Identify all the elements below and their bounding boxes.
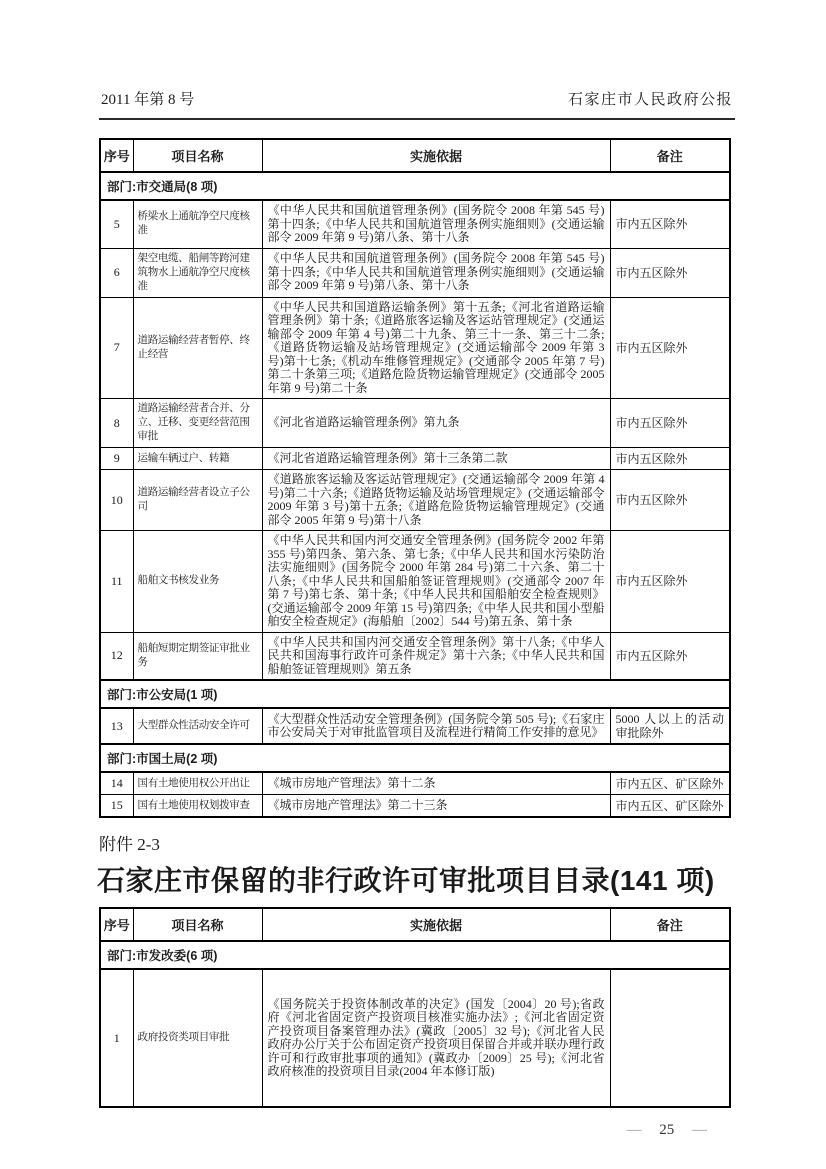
project-name: 道路运输经营者暂停、终止经营: [133, 297, 262, 399]
department-section-label: 部门:市交通局(8 项): [100, 172, 730, 200]
table-row: [100, 969, 730, 1107]
implementation-basis: 《城市房地产管理法》第十二条: [262, 772, 610, 795]
department-section-row: [100, 680, 730, 708]
remark: 市内五区除外: [610, 200, 730, 248]
implementation-basis: 《大型群众性活动安全管理条例》(国务院令第 505 号);《石家庄市公安局关于对审批监管项目及流程进行精简工作安排的意见》: [262, 708, 610, 744]
project-name: 船舶短期定期签证审批业务: [133, 632, 262, 680]
implementation-basis: 《国务院关于投资体制改革的决定》(国发〔2004〕20 号);省政府《河北省固定资产投资项目核准实施办法》;《河北省固定资产投资项目备案管理办法》(冀政〔2005〕32 号);《河北省人民政府办公厅关于公布固定资产投资项目保留合并或并联办理行政许可和行政审批事项的通知》(冀政办〔2009〕25 号);《河北省政府核准的投资项目目录(2004 年本修订版): [262, 969, 610, 1107]
remark: 市内五区、矿区除外: [610, 795, 730, 818]
row-number: 12: [100, 632, 133, 680]
project-name: 桥梁水上通航净空尺度核准: [133, 200, 262, 248]
row-number: 8: [100, 399, 133, 448]
row-number: 10: [100, 470, 133, 531]
row-number: 13: [100, 708, 133, 744]
table2-header-row: [100, 908, 730, 941]
remark: 市内五区除外: [610, 248, 730, 297]
column-header-project-name: 项目名称: [133, 908, 262, 941]
project-name: 道路运输经营者合并、分立、迁移、变更经营范围审批: [133, 399, 262, 448]
row-number: 14: [100, 772, 133, 795]
document-title: 石家庄市保留的非行政许可审批项目目录(141 项): [97, 865, 715, 896]
column-header-no: 序号: [100, 139, 133, 172]
department-section-row: [100, 172, 730, 200]
approval-items-table-2: [99, 907, 731, 1108]
table2-body: [100, 941, 730, 1107]
table-row: [100, 772, 730, 795]
page-footer: [99, 1122, 735, 1139]
remark: 市内五区、矿区除外: [610, 772, 730, 795]
project-name: 国有土地使用权公开出让: [133, 772, 262, 795]
masthead: [99, 88, 735, 120]
row-number: 9: [100, 448, 133, 470]
table-row: [100, 399, 730, 448]
page-content: [99, 0, 735, 1139]
issue-number: 2011 年第 8 号: [101, 92, 195, 108]
row-number: 7: [100, 297, 133, 399]
implementation-basis: 《中华人民共和国航道管理条例》(国务院令 2008 年第 545 号)第十四条;《中华人民共和国航道管理条例实施细则》(交通运输部令 2009 年第 9 号)第八条、第十八条: [262, 248, 610, 297]
table1-header-row: [100, 139, 730, 172]
project-name: 国有土地使用权划拨审查: [133, 795, 262, 818]
project-name: 政府投资类项目审批: [133, 969, 262, 1107]
implementation-basis: 《河北省道路运输管理条例》第九条: [262, 399, 610, 448]
implementation-basis: 《道路旅客运输及客运站管理规定》(交通运输部令 2009 年第 4 号)第二十六条;《道路货物运输及站场管理规定》(交通运输部令 2009 年第 3 号)第十五条;《道路危险货物运输管理规定》(交通部令 2005 年第 9 号)第十八条: [262, 470, 610, 531]
implementation-basis: 《河北省道路运输管理条例》第十三条第二款: [262, 448, 610, 470]
department-section-row: [100, 744, 730, 772]
table-row: [100, 531, 730, 633]
remark: 市内五区除外: [610, 531, 730, 633]
project-name: 架空电缆、船闸等跨河建筑物水上通航净空尺度核准: [133, 248, 262, 297]
row-number: 11: [100, 531, 133, 633]
footer-dash-left: —: [626, 1122, 642, 1138]
implementation-basis: 《中华人民共和国道路运输条例》第十五条;《河北省道路运输管理条例》第十条;《道路旅客运输及客运站管理规定》(交通运输部令 2009 年第 4 号)第二十九条、第三十一条、第三十二条;《道路货物运输及站场管理规定》(交通运输部令 2009 年第 3 号)第十七条;《机动车维修管理规定》(交通部令 2005 年第 7 号)第二十条第三项;《道路危险货物运输管理规定》(交通部令 2005 年第 9 号)第二十条: [262, 297, 610, 399]
column-header-basis: 实施依据: [262, 908, 610, 941]
remark: 市内五区除外: [610, 632, 730, 680]
department-section-label: 部门:市发改委(6 项): [100, 941, 730, 969]
table-row: [100, 200, 730, 248]
implementation-basis: 《中华人民共和国航道管理条例》(国务院令 2008 年第 545 号)第十四条;《中华人民共和国航道管理条例实施细则》(交通运输部令 2009 年第 9 号)第八条、第十八条: [262, 200, 610, 248]
project-name: 船舶文书核发业务: [133, 531, 262, 633]
remark: 市内五区除外: [610, 297, 730, 399]
attachment-label: 附件 2-3: [99, 835, 160, 854]
gazette-name: 石家庄市人民政府公报: [567, 92, 733, 108]
department-section-label: 部门:市国土局(2 项): [100, 744, 730, 772]
project-name: 运输车辆过户、转籍: [133, 448, 262, 470]
table-row: [100, 795, 730, 818]
department-section-row: [100, 941, 730, 969]
row-number: 1: [100, 969, 133, 1107]
column-header-remark: 备注: [610, 139, 730, 172]
column-header-remark: 备注: [610, 908, 730, 941]
remark: 市内五区除外: [610, 470, 730, 531]
implementation-basis: 《中华人民共和国内河交通安全管理条例》(国务院令 2002 年第 355 号)第四条、第六条、第七条;《中华人民共和国水污染防治法实施细则》(国务院令 2000 年第 284 号)第二十六条、第二十八条;《中华人民共和国船舶签证管理规则》(交通部令 2007 年第 7 号)第七条、第十条;《中华人民共和国船舶安全检查规则》(交通运输部令 2009 年第 15 号)第四条;《中华人民共和国小型船舶安全检查规定》(海船舶〔2002〕544 号)第五条、第十条: [262, 531, 610, 633]
table-row: [100, 632, 730, 680]
row-number: 6: [100, 248, 133, 297]
column-header-no: 序号: [100, 908, 133, 941]
row-number: 5: [100, 200, 133, 248]
department-section-label: 部门:市公安局(1 项): [100, 680, 730, 708]
page-number: 25: [659, 1122, 675, 1138]
footer-dash-right: —: [692, 1122, 707, 1138]
table-row: [100, 470, 730, 531]
column-header-basis: 实施依据: [262, 139, 610, 172]
table-row: [100, 297, 730, 399]
implementation-basis: 《城市房地产管理法》第二十三条: [262, 795, 610, 818]
project-name: 大型群众性活动安全许可: [133, 708, 262, 744]
table-row: [100, 248, 730, 297]
table-row: [100, 708, 730, 744]
project-name: 道路运输经营者设立子公司: [133, 470, 262, 531]
column-header-project-name: 项目名称: [133, 139, 262, 172]
remark: 5000 人以上的活动审批除外: [610, 708, 730, 744]
approval-items-table-1: [99, 138, 731, 818]
remark: 市内五区除外: [610, 448, 730, 470]
table-row: [100, 448, 730, 470]
table1-body: [100, 172, 730, 817]
remark: [610, 969, 730, 1107]
implementation-basis: 《中华人民共和国内河交通安全管理条例》第十八条;《中华人民共和国海事行政许可条件规定》第十六条;《中华人民共和国船舶签证管理规则》第五条: [262, 632, 610, 680]
row-number: 15: [100, 795, 133, 818]
remark: 市内五区除外: [610, 399, 730, 448]
